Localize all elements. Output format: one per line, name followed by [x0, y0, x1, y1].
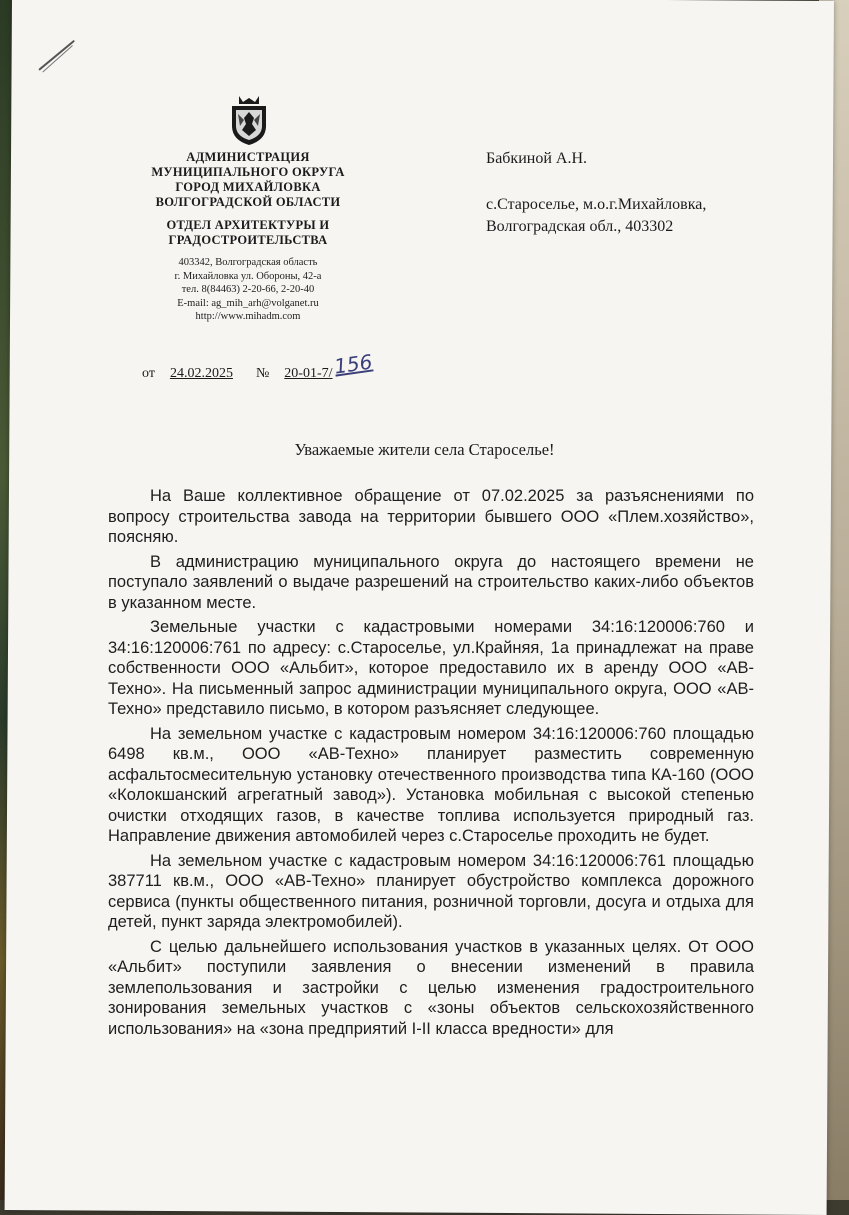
addressee: [486, 148, 806, 238]
pencil-mark: [38, 40, 75, 71]
org-line-2: МУНИЦИПАЛЬНОГО ОКРУГА: [151, 165, 345, 179]
ref-number: 20-01-7/: [284, 366, 333, 381]
addressee-address-2: Волгоградская обл., 403302: [486, 218, 674, 235]
addressee-name: Бабкиной А.Н.: [486, 150, 587, 167]
ref-from-label: от: [142, 366, 155, 381]
paragraph: На земельном участке с кадастровым номером 34:16:120006:761 площадью 387711 кв.м., ООО «АВ-Техно» планирует обустройство комплекса дорожного сервиса (пункты общественного питания, розничной торговли, досуга и отдыха для детей, пункт заряда электромобилей).: [108, 851, 754, 931]
paragraph: На земельном участке с кадастровым номером 34:16:120006:760 площадью 6498 кв.м., ООО «АВ-Техно» планирует разместить современную асфальтосмесительную установку отечественного производства типа КА-160 (ООО «Колокшанский агрегатный завод»). Установка мобильная с высокой степенью очистки отходящих газов, в качестве топлива используется природный газ. Направление движения автомобилей через с.Староселье проходить не будет.: [108, 724, 754, 845]
ref-number-label: №: [255, 366, 270, 381]
department: [128, 218, 368, 248]
org-line-4: ВОЛГОГРАДСКОЙ ОБЛАСТИ: [155, 195, 341, 209]
website-line: http://www.mihadm.com: [195, 311, 301, 322]
paragraph: На Ваше коллективное обращение от 07.02.2025 за разъяснениями по вопросу строительства завода на территории бывшего ООО «Плем.хозяйство», поясняю.: [108, 487, 754, 546]
handwritten-number: 156: [332, 349, 374, 379]
addressee-address-1: с.Староселье, м.о.г.Михайловка,: [486, 196, 707, 213]
dept-line-2: ГРАДОСТРОИТЕЛЬСТВА: [168, 233, 328, 247]
paragraph: В администрацию муниципального округа до настоящего времени не поступало заявлений о выдаче разрешений на строительство каких-либо объектов в указанном месте.: [108, 552, 754, 612]
organization-header: [128, 150, 368, 324]
letter-body: [108, 486, 754, 1043]
contacts: [128, 256, 368, 324]
ref-date: 24.02.2025: [169, 366, 233, 381]
reference-line: [142, 349, 374, 382]
dept-line-1: ОТДЕЛ АРХИТЕКТУРЫ И: [166, 218, 330, 232]
address-line-2: г. Михайловка ул. Обороны, 42-а: [174, 270, 322, 282]
pencil-mark-2: [42, 45, 73, 72]
address-line-1: 403342, Волгоградская область: [178, 257, 318, 268]
email-line: E-mail: ag_mih_arh@volganet.ru: [177, 297, 319, 309]
phone-line: тел. 8(84463) 2-20-66, 2-20-40: [181, 284, 315, 295]
coat-of-arms-icon: [226, 92, 272, 146]
salutation: Уважаемые жители села Староселье!: [294, 440, 555, 459]
org-line-3: ГОРОД МИХАЙЛОВКА: [175, 180, 321, 194]
org-line-1: АДМИНИСТРАЦИЯ: [186, 150, 310, 164]
paragraph: С целью дальнейшего использования участков в указанных целях. От ООО «Альбит» поступили заявления о внесении изменений в правила землепользования и застройки с целью изменения градостроительного зонирования земельных участков с «зоны объектов сельскохозяйственного использования» на «зона предприятий I-II класса вредности» для: [108, 937, 754, 1038]
paragraph: Земельные участки с кадастровыми номерами 34:16:120006:760 и 34:16:120006:761 по адресу: с.Староселье, ул.Крайняя, 1а принадлежат на праве собственности ООО «Альбит», которое предоставило их в аренду ООО «АВ-Техно». На письменный запрос администрации муниципального округа, ООО «АВ-Техно» представило письмо, в котором разъясняет следующее.: [108, 618, 754, 718]
